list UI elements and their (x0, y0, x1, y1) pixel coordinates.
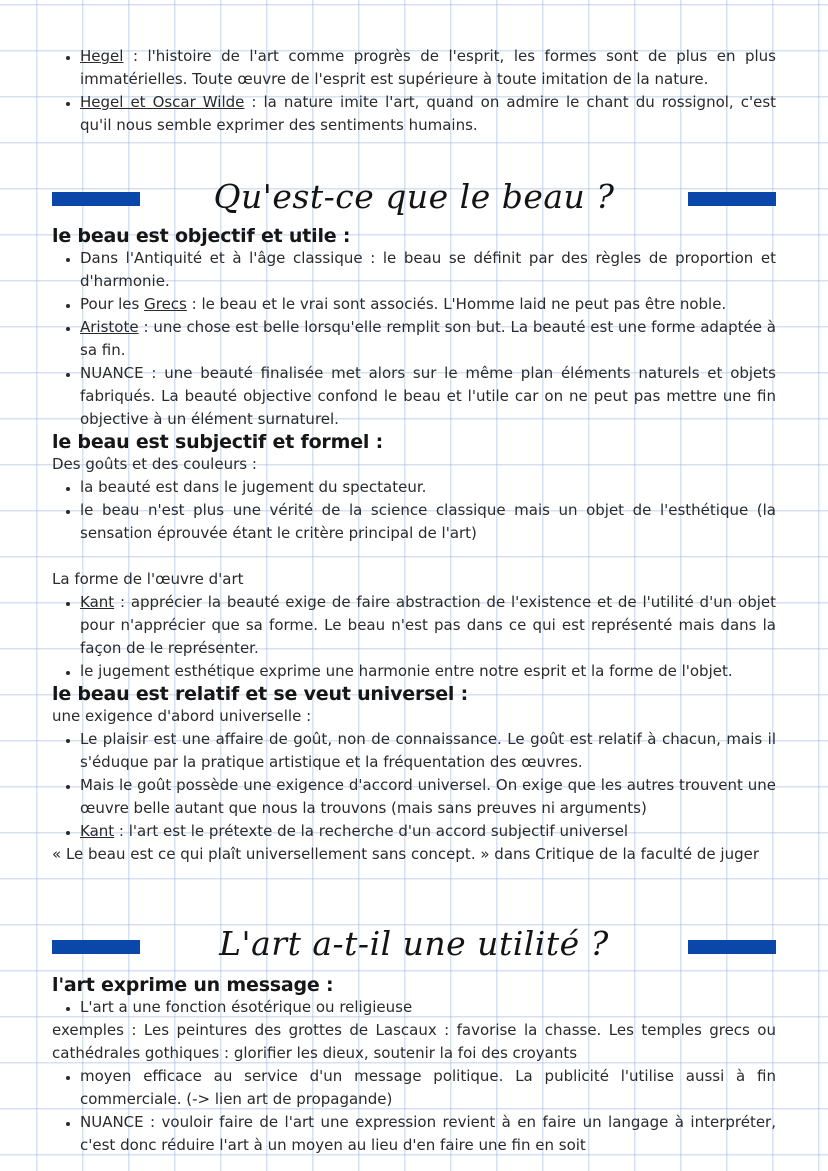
kant-quote: « Le beau est ce qui plaît universellement sans concept. » dans Critique de la faculté de juger (52, 845, 760, 863)
list-item (80, 316, 776, 362)
subheading-subjectif: le beau est subjectif et formel : (52, 431, 384, 453)
list-item (80, 591, 776, 660)
top-section (52, 45, 776, 137)
hegel-list (52, 45, 776, 137)
subjectif-intro: Des goûts et des couleurs : (52, 455, 257, 473)
list-item (80, 499, 776, 545)
item-text: NUANCE : une beauté finalisée met alors sur le même plan éléments naturels et objets fabriqués. La beauté objective confond le beau et l'utile car on ne peut pas mettre une fin objective à un élément surnaturel. (80, 364, 776, 428)
forme-intro: La forme de l'œuvre d'art (52, 570, 244, 588)
section-title: Qu'est-ce que le beau ? (213, 177, 615, 216)
forme-list (52, 591, 776, 683)
spacer (52, 545, 776, 568)
list-item (80, 45, 776, 91)
relatif-list (52, 728, 776, 843)
examples-text: exemples : Les peintures des grottes de Lascaux : favorise la chasse. Les temples grecs ou cathédrales gothiques : glorifier les dieux, soutenir la foi des croyants (52, 1021, 776, 1062)
section-header-utilite (0, 922, 828, 972)
message-list-1 (52, 996, 776, 1019)
title-bar-right (688, 192, 776, 206)
item-text: Mais le goût possède une exigence d'accord universel. On exige que les autres trouvent une œuvre belle autant que nous la trouvons (mais sans preuves ni arguments) (80, 776, 776, 817)
item-text: : l'art est le prétexte de la recherche d'un accord subjectif universel (114, 822, 629, 840)
list-item (80, 362, 776, 431)
list-item (80, 1065, 776, 1111)
author-name: Kant (80, 822, 115, 840)
item-text: : une chose est belle lorsqu'elle remplit son but. La beauté est une forme adaptée à sa fin. (80, 318, 776, 359)
item-text: : l'histoire de l'art comme progrès de l'esprit, les formes sont de plus en plus immatérielles. Toute œuvre de l'esprit est supérieure à toute imitation de la nature. (80, 47, 776, 88)
item-text: le beau n'est plus une vérité de la science classique mais un objet de l'esthétique (la sensation éprouvée étant le critère principal de l'art) (80, 501, 776, 542)
item-text: : la nature imite l'art, quand on admire le chant du rossignol, c'est qu'il nous semble exprimer des sentiments humains. (80, 93, 777, 134)
author-name: Aristote (80, 318, 139, 336)
message-list-2 (52, 1065, 776, 1157)
list-item (80, 91, 776, 137)
title-bar-right (688, 940, 776, 954)
item-text: la beauté est dans le jugement du spectateur. (80, 478, 427, 496)
list-item (80, 476, 776, 499)
list-item (80, 996, 776, 1019)
item-text: L'art a une fonction ésotérique ou religieuse (80, 998, 413, 1016)
item-text: : apprécier la beauté exige de faire abstraction de l'existence et de l'utilité d'un objet pour n'apprécier que sa forme. Le beau n'est pas dans ce qui est représenté mais dans la façon de le représenter. (80, 593, 776, 657)
list-item (80, 728, 776, 774)
item-text: le jugement esthétique exprime une harmonie entre notre esprit et la forme de l'objet. (80, 662, 733, 680)
subheading-relatif: le beau est relatif et se veut universel : (52, 683, 469, 705)
objectif-list (52, 247, 776, 431)
subheading-objectif: le beau est objectif et utile : (52, 225, 351, 247)
section-title: L'art a-t-il une utilité ? (219, 924, 609, 963)
author-name: Hegel (80, 47, 124, 65)
item-text: Le plaisir est une affaire de goût, non de connaissance. Le goût est relatif à chacun, mais il s'éduque par la pratique artistique et la fréquentation des œuvres. (80, 730, 776, 771)
subjectif-list (52, 476, 776, 545)
list-item (80, 1111, 776, 1157)
relatif-intro: une exigence d'abord universelle : (52, 707, 312, 725)
list-item (80, 660, 776, 683)
list-item (80, 293, 776, 316)
item-text: moyen efficace au service d'un message politique. La publicité l'utilise aussi à fin commerciale. (-> lien art de propagande) (80, 1067, 776, 1108)
section-header-beau (0, 175, 828, 225)
item-text: Dans l'Antiquité et à l'âge classique : le beau se définit par des règles de proportion et d'harmonie. (80, 249, 776, 290)
item-text: : le beau et le vrai sont associés. L'Homme laid ne peut pas être noble. (186, 295, 727, 313)
author-name: Grecs (144, 295, 187, 313)
list-item (80, 247, 776, 293)
author-name: Hegel et Oscar Wilde (80, 93, 245, 111)
item-prefix: Pour les (80, 295, 145, 313)
subheading-message: l'art exprime un message : (52, 974, 334, 996)
item-text: NUANCE : vouloir faire de l'art une expression revient à en faire un langage à interpréter, c'est donc réduire l'art à un moyen au lieu d'en faire une fin en soit (80, 1113, 776, 1154)
list-item (80, 774, 776, 820)
list-item (80, 820, 776, 843)
section-beau-content (52, 225, 776, 866)
author-name: Kant (80, 593, 115, 611)
section-utilite-content (52, 974, 776, 1157)
